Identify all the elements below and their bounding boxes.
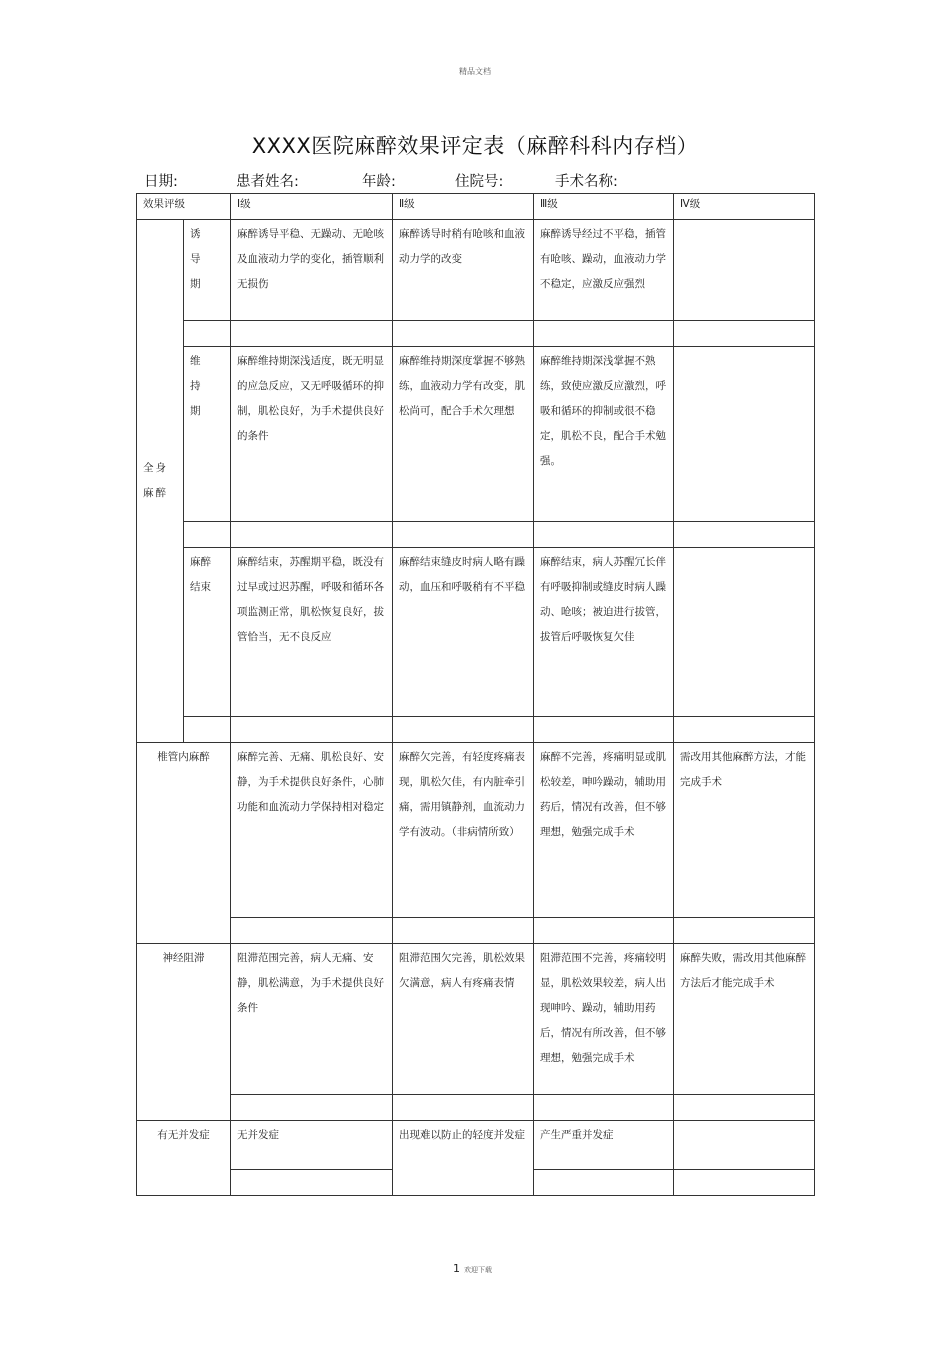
blank-cell (534, 1170, 674, 1196)
blank-cell (674, 522, 815, 548)
emergence-label-text: 麻醉结束 (190, 556, 211, 593)
nerve-level-3: 阻滞范围不完善，疼痛较明显，肌松效果较差，病人出现呻吟、躁动，辅助用药后，情况有所改善，但不够理想，勉强完成手术 (534, 944, 674, 1095)
induction-level-2: 麻醉诱导时稍有呛咳和血液动力学的改变 (393, 220, 534, 321)
blank-cell (184, 717, 231, 743)
blank-cell (674, 321, 815, 347)
blank-cell (393, 918, 534, 944)
emergence-level-3: 麻醉结束，病人苏醒冗长伴有呼吸抑制或缝皮时病人躁动、呛咳；被迫进行拔管，拔管后呼吸恢复欠佳 (534, 548, 674, 717)
table-row (137, 220, 815, 321)
nerve-level-4: 麻醉失败，需改用其他麻醉方法后才能完成手术 (674, 944, 815, 1095)
maintenance-level-3: 麻醉维持期深浅掌握不熟练，致使应激反应激烈，呼吸和循环的抑制或很不稳定，肌松不良，配合手术勉强。 (534, 347, 674, 522)
blank-cell (534, 717, 674, 743)
induction-label-text: 诱导期 (190, 228, 209, 290)
blank-cell (674, 918, 815, 944)
header-level-1: Ⅰ级 (231, 194, 393, 220)
table-row-blank (137, 918, 815, 944)
page-footer (453, 1262, 492, 1275)
blank-cell (231, 717, 393, 743)
spinal-label: 椎管内麻醉 (137, 743, 231, 944)
blank-cell (674, 717, 815, 743)
surgery-name-label: 手术名称: (555, 174, 618, 190)
blank-cell (534, 321, 674, 347)
table-header-row (137, 194, 815, 220)
page-title: XXXX医院麻醉效果评定表（麻醉科科内存档） (251, 134, 699, 158)
header-level-4: Ⅳ级 (674, 194, 815, 220)
blank-cell (231, 522, 393, 548)
admission-no-label: 住院号: (455, 174, 504, 190)
table-row (137, 743, 815, 918)
date-label: 日期: (144, 174, 178, 190)
complications-level-3: 产生严重并发症 (534, 1121, 674, 1170)
table-row (137, 944, 815, 1095)
table-row (137, 347, 815, 522)
maintenance-level-4 (674, 347, 815, 522)
emergence-level-1: 麻醉结束，苏醒期平稳，既没有过早或过迟苏醒，呼吸和循环各项监测正常，肌松恢复良好，拔管恰当，无不良反应 (231, 548, 393, 717)
table-row (137, 548, 815, 717)
page-number: 1 (453, 1262, 460, 1275)
table-row-blank (137, 717, 815, 743)
table-row (137, 1121, 815, 1170)
blank-cell (231, 918, 393, 944)
header-note: 精品文档 (459, 67, 491, 76)
blank-cell (184, 321, 231, 347)
patient-name-label: 患者姓名: (236, 174, 299, 190)
complications-level-4 (674, 1121, 815, 1170)
maintenance-level-2: 麻醉维持期深度掌握不够熟练，血液动力学有改变，肌松尚可，配合手术欠理想 (393, 347, 534, 522)
induction-level-1: 麻醉诱导平稳、无躁动、无呛咳及血液动力学的变化，插管顺利无损伤 (231, 220, 393, 321)
footer-text: 欢迎下载 (464, 1266, 492, 1274)
evaluation-table (136, 193, 815, 1196)
emergence-level-2: 麻醉结束缝皮时病人略有躁动，血压和呼吸稍有不平稳 (393, 548, 534, 717)
blank-cell (231, 321, 393, 347)
complications-level-1: 无并发症 (231, 1121, 393, 1170)
complications-label: 有无并发症 (137, 1121, 231, 1196)
patient-info-row (144, 170, 844, 190)
spinal-level-1: 麻醉完善、无痛、肌松良好、安静，为手术提供良好条件，心肺功能和血流动力学保持相对稳定 (231, 743, 393, 918)
maintenance-level-1: 麻醉维持期深浅适度，既无明显的应急反应，又无呼吸循环的抑制，肌松良好，为手术提供良好的条件 (231, 347, 393, 522)
general-anesthesia-text: 全身麻醉 (143, 462, 168, 499)
blank-cell (674, 1170, 815, 1196)
blank-cell (184, 522, 231, 548)
nerve-block-label: 神经阻滞 (137, 944, 231, 1121)
blank-cell (231, 1170, 393, 1196)
blank-cell (534, 1095, 674, 1121)
induction-level-3: 麻醉诱导经过不平稳，插管有呛咳、躁动，血液动力学不稳定，应激反应强烈 (534, 220, 674, 321)
blank-cell (393, 321, 534, 347)
spinal-level-3: 麻醉不完善，疼痛明显或肌松较差，呻吟躁动，辅助用药后，情况有改善，但不够理想，勉强完成手术 (534, 743, 674, 918)
blank-cell (674, 1095, 815, 1121)
emergence-level-4 (674, 548, 815, 717)
induction-level-4 (674, 220, 815, 321)
blank-cell (393, 522, 534, 548)
header-level-3: Ⅲ级 (534, 194, 674, 220)
blank-cell (393, 1095, 534, 1121)
table-row-blank (137, 321, 815, 347)
blank-cell (534, 918, 674, 944)
induction-label (184, 220, 231, 321)
general-anesthesia-label (137, 220, 184, 743)
table-row-blank (137, 1095, 815, 1121)
spinal-level-2: 麻醉欠完善，有轻度疼痛表现，肌松欠佳，有内脏牵引痛，需用镇静剂，血流动力学有波动。（非病情所致） (393, 743, 534, 918)
maintenance-label (184, 347, 231, 522)
spinal-level-4: 需改用其他麻醉方法，才能完成手术 (674, 743, 815, 918)
age-label: 年龄: (362, 174, 396, 190)
blank-cell (231, 1095, 393, 1121)
blank-cell (534, 522, 674, 548)
header-rating: 效果评级 (137, 194, 231, 220)
blank-cell (393, 717, 534, 743)
header-level-2: Ⅱ级 (393, 194, 534, 220)
nerve-level-1: 阻滞范围完善，病人无痛、安静，肌松满意，为手术提供良好条件 (231, 944, 393, 1095)
nerve-level-2: 阻滞范围欠完善，肌松效果欠满意，病人有疼痛表情 (393, 944, 534, 1095)
maintenance-label-text: 维持期 (190, 355, 209, 417)
table-row-blank (137, 522, 815, 548)
emergence-label (184, 548, 231, 717)
complications-level-2: 出现难以防止的轻度并发症 (393, 1121, 534, 1196)
